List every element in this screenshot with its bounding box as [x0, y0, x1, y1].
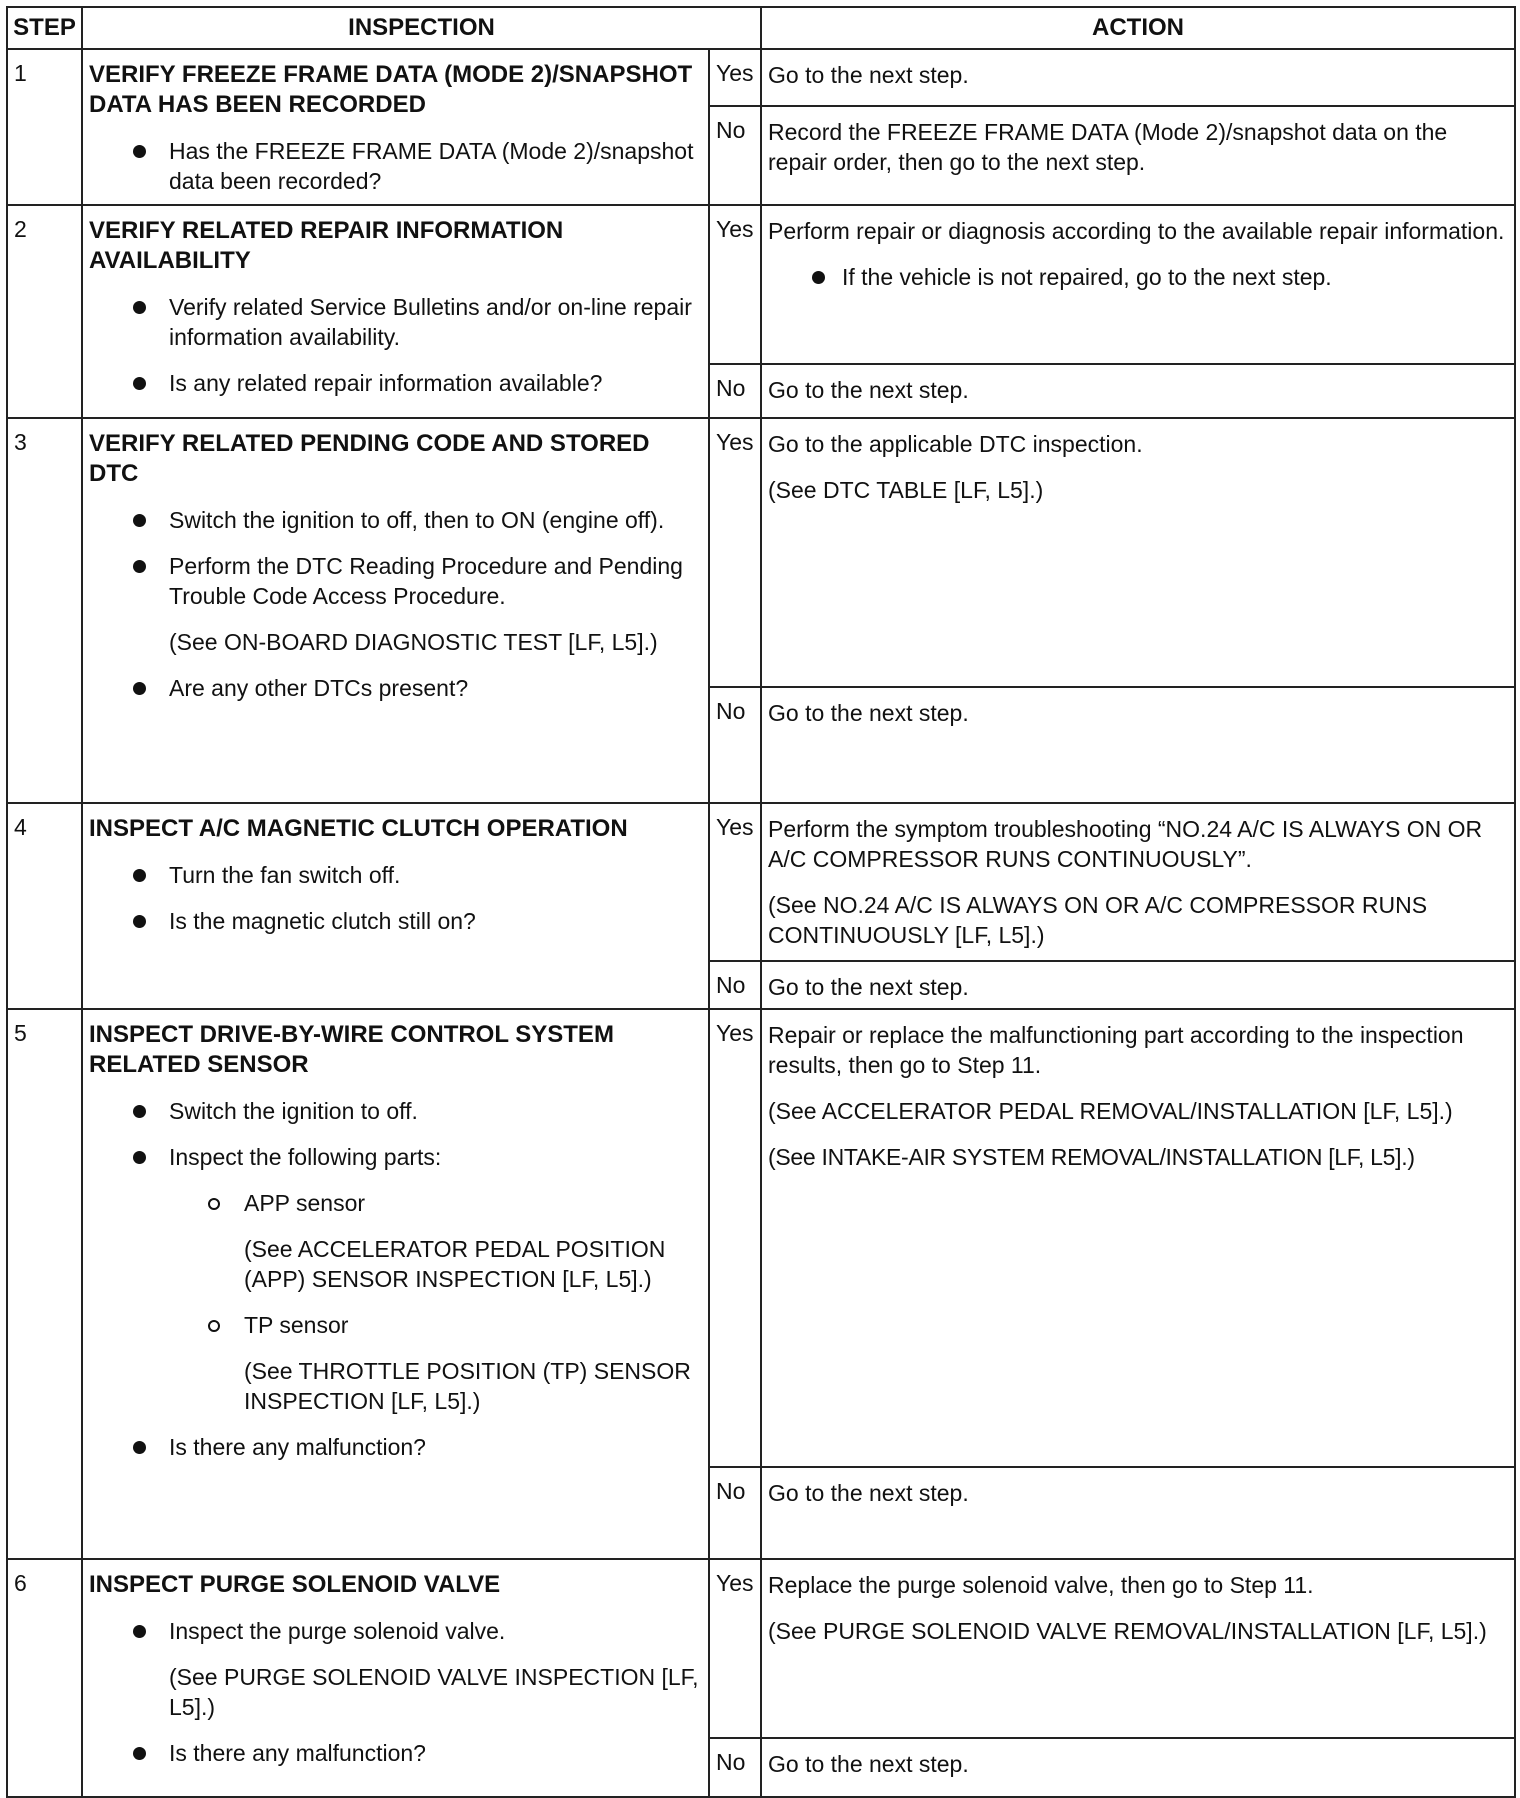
no-action: Go to the next step.: [761, 687, 1515, 803]
yes-action: Perform the symptom troubleshooting “NO.24 A/C IS ALWAYS ON OR A/C COMPRESSOR RUNS CONTINUOUSLY”. (See NO.24 A/C IS ALWAYS ON OR A/C COMPRESSOR RUNS CONTINUOUSLY [LF, L5].): [761, 803, 1515, 961]
bullet-icon: [133, 869, 146, 882]
yes-action: Repair or replace the malfunctioning part according to the inspection results, then go to Step 11. (See ACCELERATOR PEDAL REMOVAL/INSTALLATION [LF, L5].) (See INTAKE-AIR SYSTEM REMOVAL/INSTALLATION [LF, L5].): [761, 1009, 1515, 1467]
bullet-icon: [133, 377, 146, 390]
bullet-icon: [133, 915, 146, 928]
inspection-cell: [82, 1009, 709, 1559]
no-label: No: [709, 106, 761, 205]
bullet-item: Inspect the following parts:: [89, 1142, 702, 1172]
yes-label: Yes: [709, 49, 761, 106]
yes-label: Yes: [709, 803, 761, 961]
no-action: Go to the next step.: [761, 364, 1515, 418]
step-title: VERIFY RELATED PENDING CODE AND STORED DTC: [89, 430, 650, 487]
bullet-item: Is the magnetic clutch still on?: [89, 906, 702, 936]
step-number: 1: [7, 49, 82, 205]
bullet-icon: [133, 1151, 146, 1164]
bullet-item: Switch the ignition to off.: [89, 1096, 702, 1126]
header-step: STEP: [7, 7, 82, 49]
no-label: No: [709, 1467, 761, 1559]
inspection-cell: [82, 49, 709, 205]
reference-note: (See PURGE SOLENOID VALVE INSPECTION [LF, L5].): [169, 1664, 699, 1720]
bullet-item: Verify related Service Bulletins and/or on-line repair information availability.: [89, 292, 702, 352]
no-label: No: [709, 364, 761, 418]
bullet-icon: [133, 301, 146, 314]
yes-action: Go to the next step.: [761, 49, 1515, 106]
yes-label: Yes: [709, 205, 761, 364]
yes-action: Perform repair or diagnosis according to the available repair information. If the vehicle is not repaired, go to the next step.: [761, 205, 1515, 364]
bullet-icon: [812, 271, 825, 284]
no-label: No: [709, 961, 761, 1009]
inspection-cell: [82, 1559, 709, 1797]
step-number: 4: [7, 803, 82, 1009]
header-action: ACTION: [761, 7, 1515, 49]
bullet-item: Is there any malfunction?: [89, 1738, 702, 1768]
bullet-icon: [133, 682, 146, 695]
bullet-item: Are any other DTCs present?: [89, 673, 702, 703]
yes-action: Replace the purge solenoid valve, then go to Step 11. (See PURGE SOLENOID VALVE REMOVAL/INSTALLATION [LF, L5].): [761, 1559, 1515, 1738]
no-label: No: [709, 687, 761, 803]
sub-item: APP sensor: [89, 1188, 702, 1218]
step-number: 2: [7, 205, 82, 418]
bullet-item: Turn the fan switch off.: [89, 860, 702, 890]
no-label: No: [709, 1738, 761, 1797]
reference-note: (See THROTTLE POSITION (TP) SENSOR INSPECTION [LF, L5].): [244, 1358, 691, 1414]
sub-bullet-icon: [208, 1198, 220, 1210]
step-title: VERIFY RELATED REPAIR INFORMATION AVAILABILITY: [89, 217, 564, 274]
table-row: [7, 803, 1515, 961]
bullet-icon: [133, 1747, 146, 1760]
diagnostic-procedure-table: [6, 6, 1516, 1798]
bullet-item: Is any related repair information available?: [89, 368, 702, 398]
no-action: Go to the next step.: [761, 961, 1515, 1009]
yes-label: Yes: [709, 418, 761, 687]
table-row: [7, 1559, 1515, 1738]
step-number: 3: [7, 418, 82, 803]
yes-label: Yes: [709, 1559, 761, 1738]
bullet-item: Inspect the purge solenoid valve.: [89, 1616, 702, 1646]
inspection-cell: [82, 205, 709, 418]
header-inspection: INSPECTION: [82, 7, 761, 49]
sub-bullet-icon: [208, 1320, 220, 1332]
table-row: [7, 205, 1515, 364]
bullet-icon: [133, 1441, 146, 1454]
bullet-item: Has the FREEZE FRAME DATA (Mode 2)/snapshot data been recorded?: [89, 136, 702, 196]
reference-note: (See PURGE SOLENOID VALVE REMOVAL/INSTALLATION [LF, L5].): [768, 1618, 1487, 1644]
bullet-icon: [133, 560, 146, 573]
step-number: 6: [7, 1559, 82, 1797]
bullet-item: Perform the DTC Reading Procedure and Pending Trouble Code Access Procedure.: [89, 551, 702, 611]
reference-note: (See INTAKE-AIR SYSTEM REMOVAL/INSTALLATION [LF, L5].): [768, 1144, 1415, 1170]
bullet-icon: [133, 1105, 146, 1118]
bullet-icon: [133, 514, 146, 527]
inspection-cell: [82, 803, 709, 1009]
action-bullet: If the vehicle is not repaired, go to the next step.: [768, 262, 1506, 292]
step-title: INSPECT A/C MAGNETIC CLUTCH OPERATION: [89, 815, 628, 842]
table-header-row: [7, 7, 1515, 49]
bullet-item: Switch the ignition to off, then to ON (engine off).: [89, 505, 702, 535]
table-row: [7, 49, 1515, 106]
bullet-item: Is there any malfunction?: [89, 1432, 702, 1462]
table-row: [7, 418, 1515, 687]
inspection-cell: [82, 418, 709, 803]
step-title: INSPECT PURGE SOLENOID VALVE: [89, 1571, 501, 1598]
table-row: [7, 1009, 1515, 1467]
no-action: Go to the next step.: [761, 1738, 1515, 1797]
no-action: Record the FREEZE FRAME DATA (Mode 2)/snapshot data on the repair order, then go to the next step.: [761, 106, 1515, 205]
step-title: VERIFY FREEZE FRAME DATA (MODE 2)/SNAPSHOT DATA HAS BEEN RECORDED: [89, 61, 693, 118]
no-action: Go to the next step.: [761, 1467, 1515, 1559]
yes-action: Go to the applicable DTC inspection. (See DTC TABLE [LF, L5].): [761, 418, 1515, 687]
yes-label: Yes: [709, 1009, 761, 1467]
reference-note: (See ACCELERATOR PEDAL REMOVAL/INSTALLATION [LF, L5].): [768, 1098, 1453, 1124]
bullet-icon: [133, 1625, 146, 1638]
reference-note: (See NO.24 A/C IS ALWAYS ON OR A/C COMPRESSOR RUNS CONTINUOUSLY [LF, L5].): [768, 892, 1428, 948]
step-title: INSPECT DRIVE-BY-WIRE CONTROL SYSTEM RELATED SENSOR: [89, 1021, 614, 1078]
reference-note: (See ACCELERATOR PEDAL POSITION (APP) SENSOR INSPECTION [LF, L5].): [244, 1236, 666, 1292]
step-number: 5: [7, 1009, 82, 1559]
reference-note: (See ON-BOARD DIAGNOSTIC TEST [LF, L5].): [169, 629, 658, 655]
reference-note: (See DTC TABLE [LF, L5].): [768, 477, 1044, 503]
bullet-icon: [133, 145, 146, 158]
sub-item: TP sensor: [89, 1310, 702, 1340]
